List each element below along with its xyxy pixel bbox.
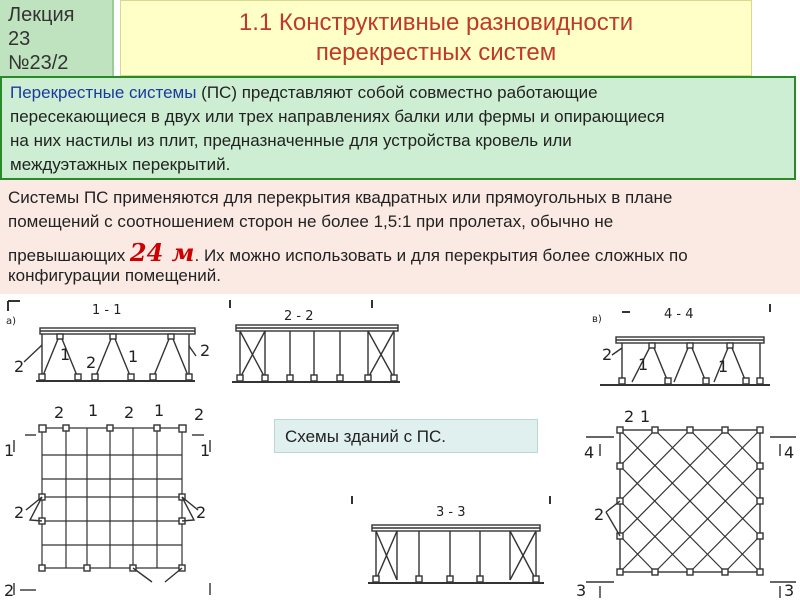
marker-2: 2 <box>624 407 635 426</box>
usage-line4: конфигурации помещений. <box>8 266 221 285</box>
definition-line2: пересекающиеся в двух или трех направлениях балки или фермы и опирающиеся <box>10 107 665 126</box>
marker-2: 2 <box>602 345 613 364</box>
marker-2: 2 <box>194 405 205 424</box>
section-2-2-drawing <box>230 300 400 382</box>
marker-1: 1 <box>154 401 165 420</box>
schemes-caption: Схемы зданий с ПС. <box>285 427 447 446</box>
marker-1: 1 <box>4 441 15 460</box>
marker-1: 1 <box>60 345 71 364</box>
section-3-3-label: 3 - 3 <box>436 505 466 520</box>
marker-2: 2 <box>86 353 97 372</box>
lecture-label-line3: №23/2 <box>8 52 69 74</box>
marker-1: 1 <box>200 441 211 460</box>
plan-b-diagonal-grid-drawing <box>586 427 796 598</box>
usage-line2: помещений с соотношением сторон не более 1,5:1 при пролетах, обычно не <box>8 212 614 231</box>
lecture-label-line2: 23 <box>8 28 31 50</box>
usage-line3-after: . Их можно использовать и для перекрытия более сложных по <box>194 246 688 265</box>
marker-2: 2 <box>200 341 211 360</box>
lecture-label-line1: Лекция <box>8 4 75 26</box>
definition-line4: междуэтажных перекрытий. <box>10 155 231 174</box>
section-4-4-label: 4 - 4 <box>664 307 694 322</box>
definition-line3: на них настилы из плит, предназначенные для устройства кровель или <box>10 131 572 150</box>
marker-1: 1 <box>638 355 649 374</box>
section-2-2-label: 2 - 2 <box>284 309 314 324</box>
marker-1: 1 <box>640 407 651 426</box>
marker-2: 2 <box>4 581 15 600</box>
variant-b-label: в) <box>592 314 602 325</box>
marker-2: 2 <box>14 503 25 522</box>
variant-a-label: а) <box>6 316 17 327</box>
marker-2: 2 <box>594 505 605 524</box>
marker-4: 4 <box>784 443 795 462</box>
marker-1: 1 <box>128 347 139 366</box>
definition-line1-rest: (ПС) представляют собой совместно работающие <box>196 83 598 102</box>
marker-4: 4 <box>584 443 595 462</box>
marker-2: 2 <box>54 403 65 422</box>
marker-2: 2 <box>196 503 207 522</box>
plan-a-grid-drawing <box>14 425 210 595</box>
marker-3: 3 <box>784 581 795 600</box>
marker-1: 1 <box>88 401 99 420</box>
section-1-1-label: 1 - 1 <box>92 303 122 318</box>
marker-2: 2 <box>14 357 25 376</box>
marker-1: 1 <box>718 357 729 376</box>
slide-title-line2: перекрестных систем <box>315 39 557 66</box>
definition-term: Перекрестные системы <box>10 83 197 102</box>
usage-line3-before: превышающих <box>8 246 130 265</box>
slide-title-line1: 1.1 Конструктивные разновидности <box>238 9 634 36</box>
usage-line1: Системы ПС применяются для перекрытия квадратных или прямоугольных в плане <box>8 188 673 207</box>
marker-2: 2 <box>124 403 135 422</box>
span-value: 24 м <box>129 238 195 267</box>
marker-3: 3 <box>576 581 587 600</box>
